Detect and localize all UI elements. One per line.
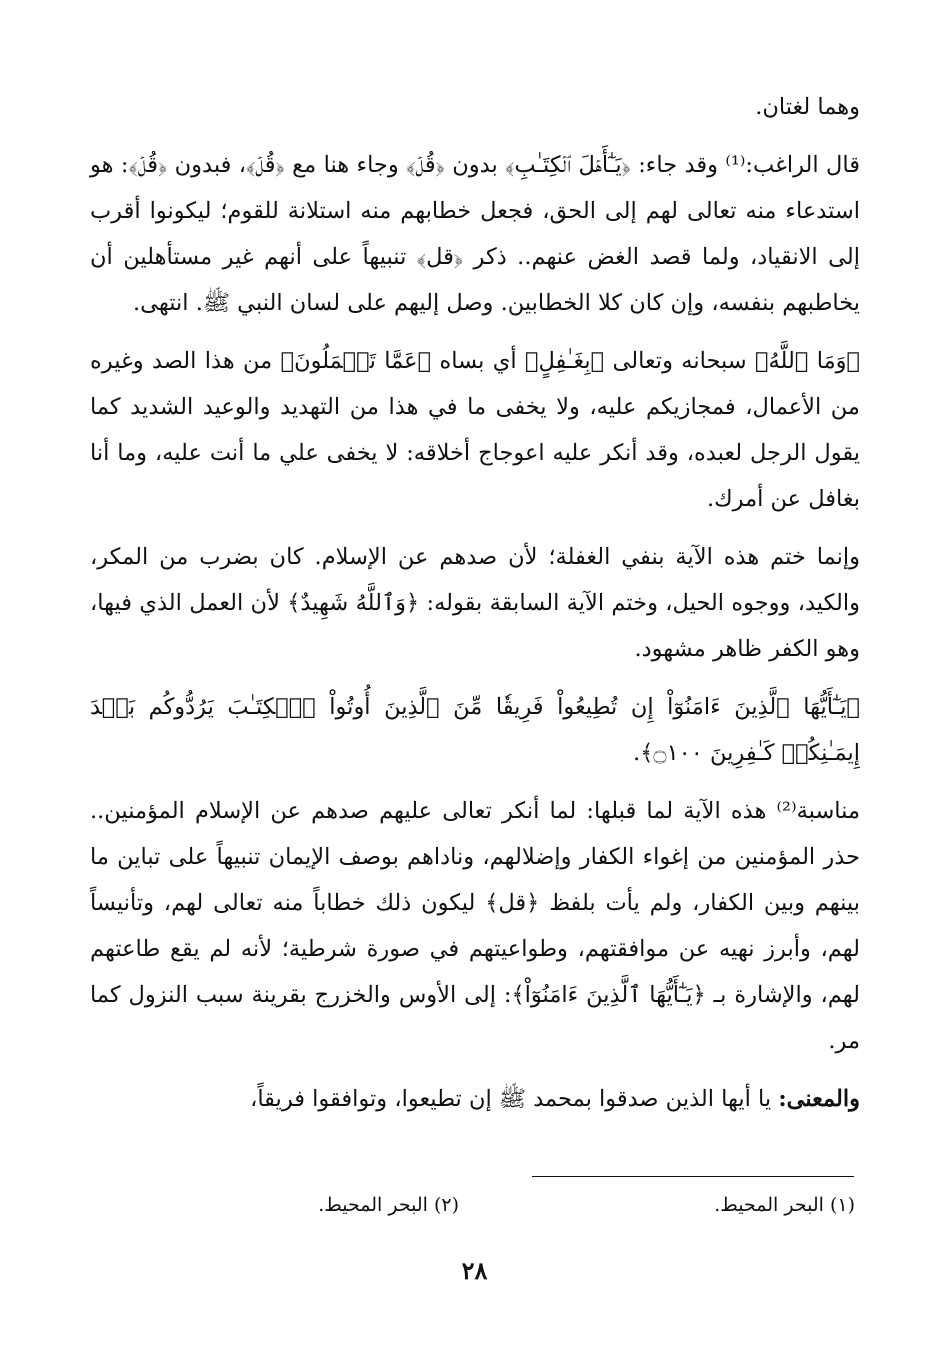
paragraph-2: قال الراغب:⁽¹⁾ وقد جاء: ﴿يَـٰٓأَهۡلَ ٱلۡكِتَـٰبِ﴾ بدون ﴿قُلۡ﴾ وجاء هنا مع ﴿قُلۡ﴾، فبدون ﴿قُلۡ﴾: هو استدعاء منه تعالى لهم إلى الحق، فجعل خطابهم منه استلانة للقوم؛ ليكونوا أقرب إلى الانقياد، ولما قصد الغض عنهم.. ذكر ﴿قل﴾ تنبيهاً على أنهم غير مستأهلين أن يخاطبهم بنفسه، وإن كان كلا الخطابين. وصل إليهم على لسان النبي ﷺ. انتهى. [90, 152, 860, 316]
paragraph-6: مناسبة⁽²⁾ هذه الآية لما قبلها: لما أنكر تعالى عليهم صدهم عن الإسلام المؤمنين.. حذر المؤمنين من إغواء الكفار وإضلالهم، وناداهم بوصف الإيمان تنبيهاً على تباين ما بينهم وبين الكفار، ولم يأت بلفظ ﴿قل﴾ ليكون ذلك خطاباً منه تعالى لهم، وتأنيساً لهم، وأبرز نهيه عن موافقتهم، وطواعيتهم في صورة شرطية؛ لأنه لم يقع طاعتهم لهم، والإشارة بـ ﴿يَـٰٓأَيُّهَا ٱلَّذِينَ ءَامَنُوٓاْ﴾: إلى الأوس والخزرج بقرينة سبب النزول كما مر. [90, 798, 860, 1054]
paragraph-3: ﴿وَمَا ٱللَّهُ﴾ سبحانه وتعالى ﴿بِغَـٰفِلٍ﴾ أي بساه ﴿عَمَّا تَعۡمَلُونَ﴾ من هذا الصد وغيره من الأعمال، فمجازيكم عليه، ولا يخفى ما في هذا من التهديد والوعيد الشديد كما يقول الرجل لعبده، وقد أنكر عليه اعوجاج أخلاقه: لا يخفى علي ما أنت عليه، وما أنا بغافل عن أمرك. [90, 348, 860, 512]
footnote-2: (٢) البحر المحيط. [318, 1194, 459, 1216]
meaning-text: يا أيها الذين صدقوا بمحمد ﷺ إن تطيعوا، وتوافقوا فريقاً، [250, 1086, 779, 1112]
paragraph-4: وإنما ختم هذه الآية بنفي الغفلة؛ لأن صدهم عن الإسلام. كان بضرب من المكر، والكيد، ووجوه الحيل، وختم الآية السابقة بقوله: ﴿وَٱللَّهُ شَهِيدٌ﴾ لأن العمل الذي فيها، وهو الكفر ظاهر مشهود. [90, 544, 860, 662]
quran-verse-100: ﴿يَـٰٓأَيُّهَا ٱلَّذِينَ ءَامَنُوٓاْ إِن تُطِيعُواْ فَرِيقٗا مِّنَ ٱلَّذِينَ أُوتُواْ ٱلۡكِتَـٰبَ يَرُدُّوكُم بَعۡدَ إِيمَـٰنِكُمۡ كَـٰفِرِينَ ۝١٠٠﴾. [90, 694, 860, 766]
page-number: ٢٨ [461, 1256, 488, 1285]
footnote-divider [532, 1176, 854, 1177]
paragraph-7 [90, 1076, 860, 1122]
meaning-label: والمعنى: [778, 1086, 860, 1112]
main-text [90, 84, 860, 1134]
paragraph-1: وهما لغتان. [755, 94, 860, 120]
footnote-1: (١) البحر المحيط. [714, 1194, 855, 1216]
